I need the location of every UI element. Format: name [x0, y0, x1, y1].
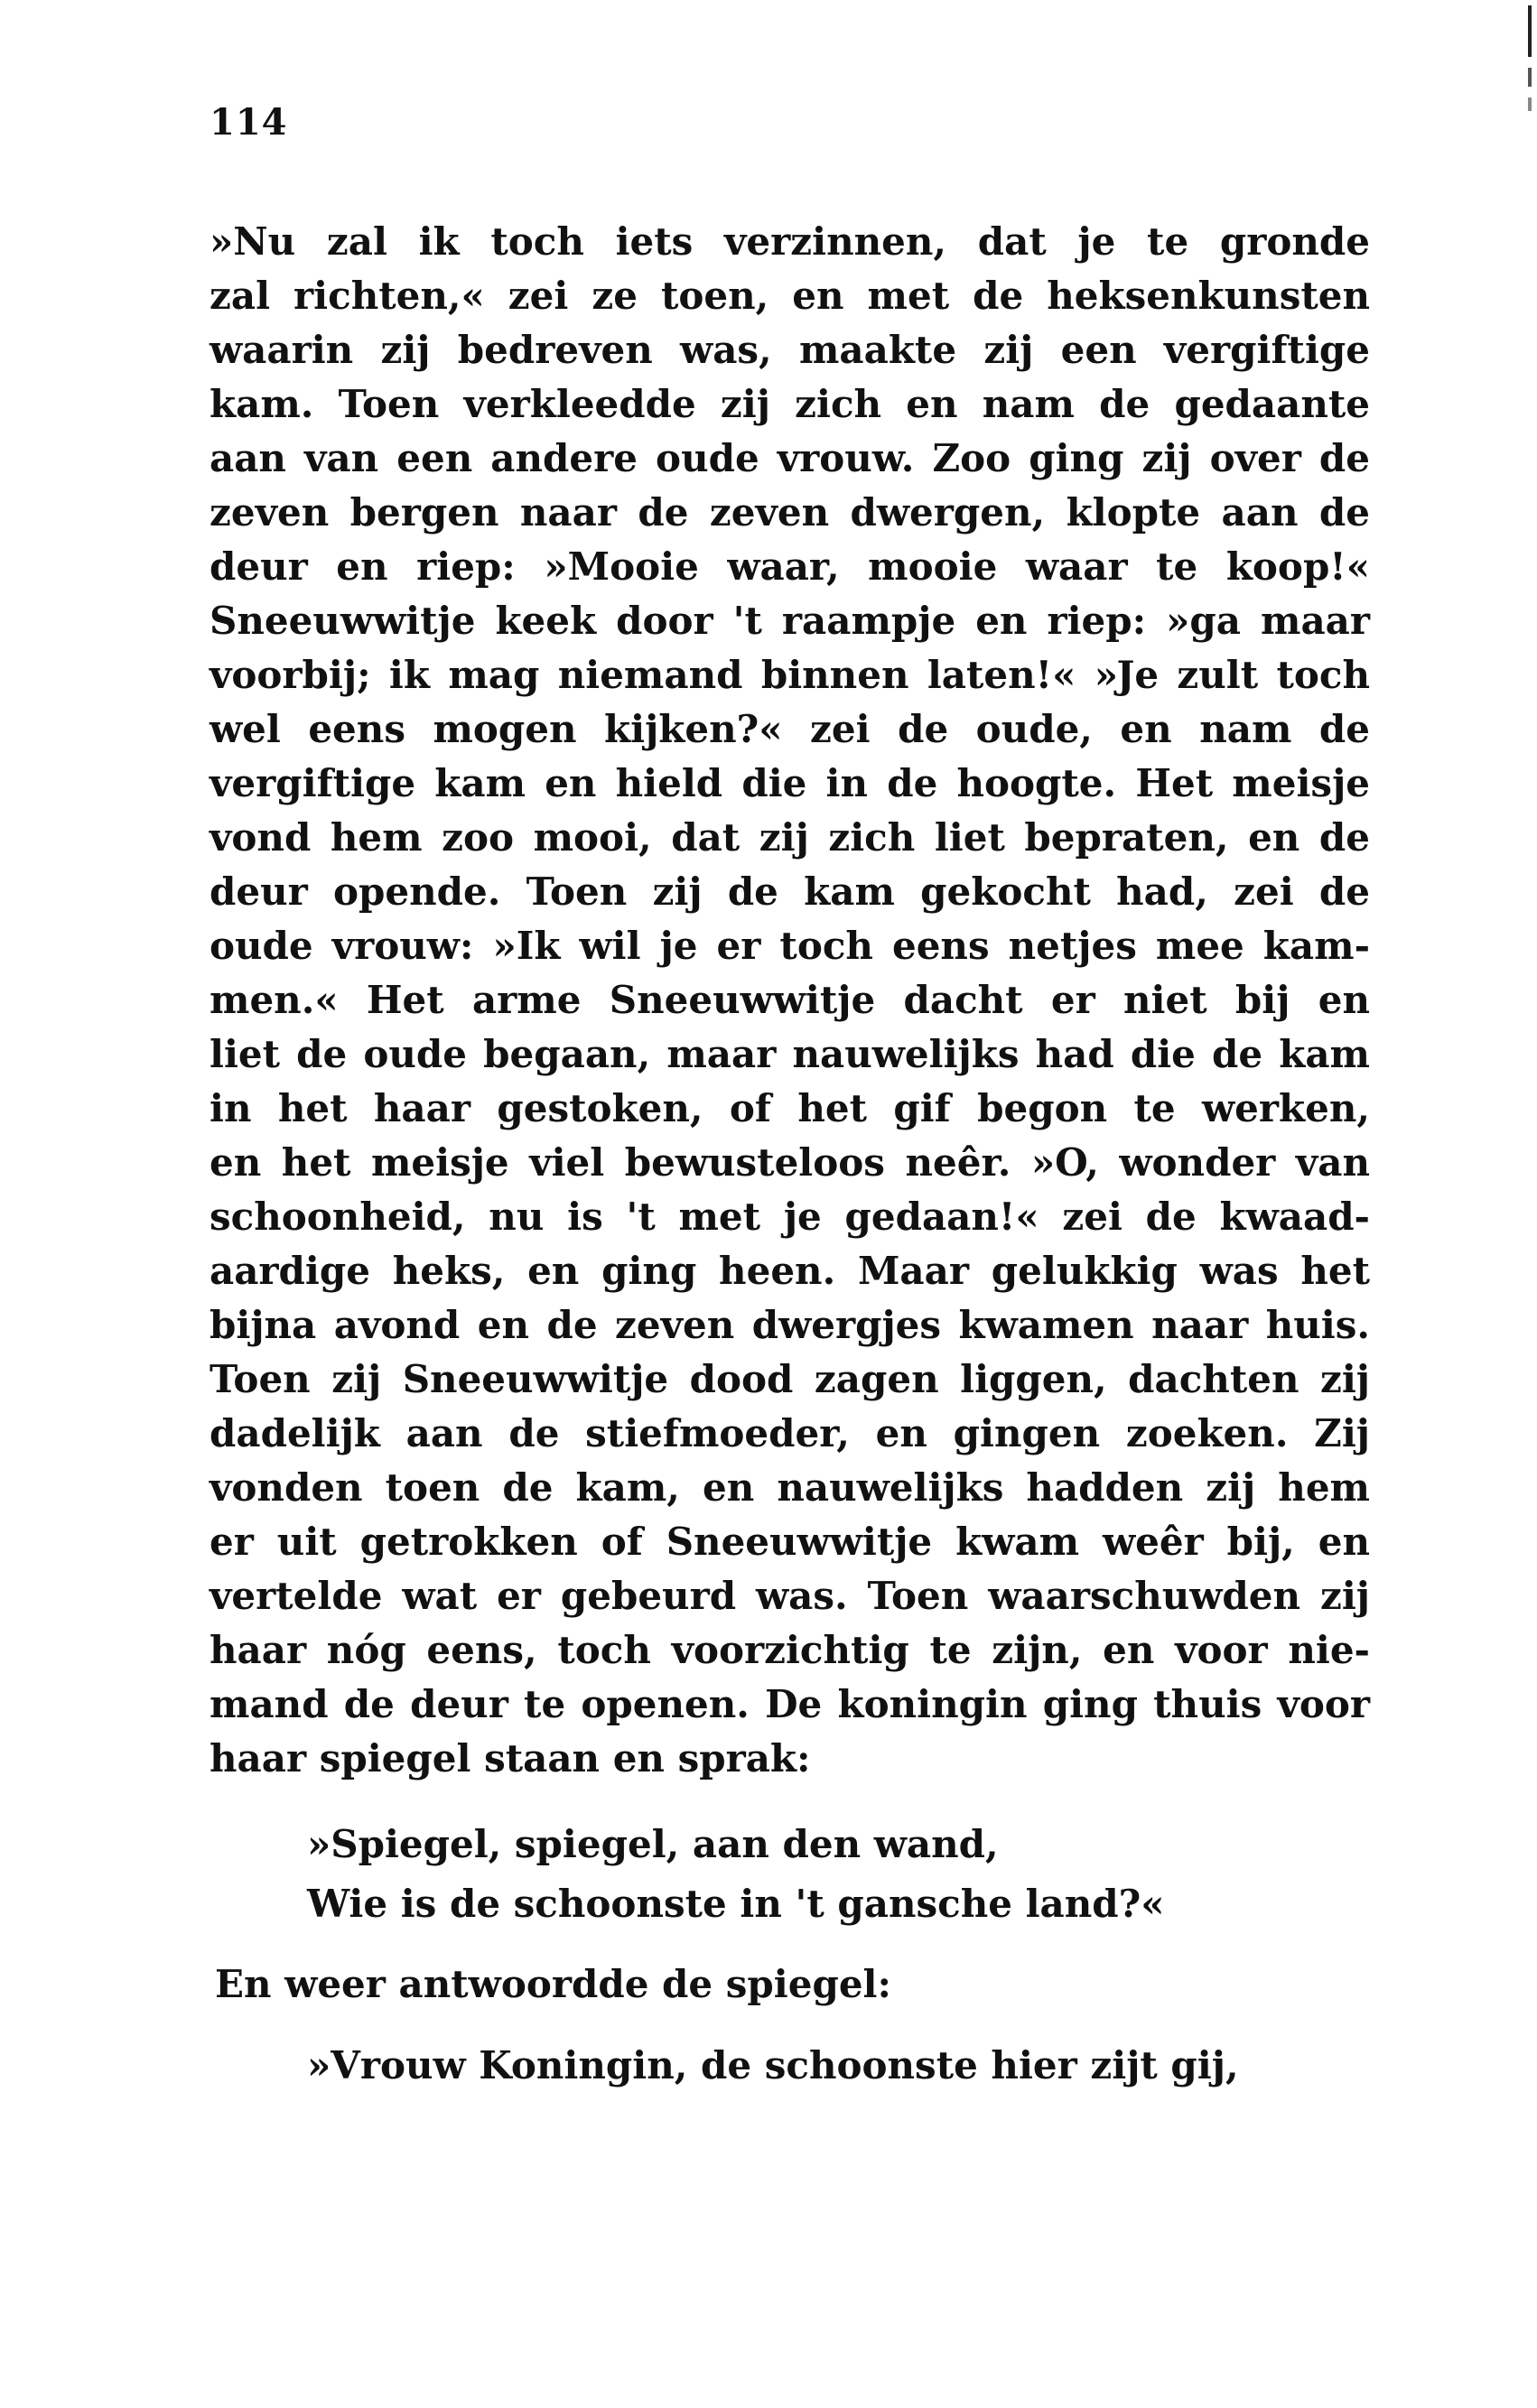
- text-line: wel eens mogen kijken?« zei de oude, en nam de: [210, 707, 1370, 751]
- text-line: vergiftige kam en hield die in de hoogte. Het meisje: [210, 761, 1370, 805]
- text-line: vonden toen de kam, en nauwelijks hadden zij hem: [210, 1465, 1370, 1510]
- verse-line: »Spiegel, spiegel, aan den wand,: [307, 1822, 999, 1866]
- text-line: aardige heks, en ging heen. Maar gelukkig was het: [210, 1249, 1370, 1293]
- text-line: vond hem zoo mooi, dat zij zich liet bepraten, en de: [210, 815, 1370, 860]
- text-line: liet de oude begaan, maar nauwelijks had die de kam: [210, 1032, 1370, 1076]
- verse-line: »Vrouw Koningin, de schoonste hier zijt gij,: [307, 2043, 1239, 2087]
- verse-line: Wie is de schoonste in 't gansche land?«: [307, 1882, 1165, 1926]
- text-line: men.« Het arme Sneeuwwitje dacht er niet bij en: [210, 978, 1370, 1022]
- verse-block: [307, 1815, 1165, 1934]
- text-line: deur en riep: »Mooie waar, mooie waar te koop!«: [210, 544, 1370, 589]
- intro-line: En weer antwoordde de spiegel:: [215, 1962, 892, 2006]
- page-edge-mark: [1528, 5, 1532, 141]
- text-line: schoonheid, nu is 't met je gedaan!« zei de kwaad-: [210, 1195, 1370, 1239]
- text-line: mand de deur te openen. De koningin ging thuis voor: [210, 1682, 1370, 1726]
- text-line: vertelde wat er gebeurd was. Toen waarschuwden zij: [210, 1574, 1370, 1618]
- text-line: kam. Toen verkleedde zij zich en nam de gedaante: [210, 382, 1370, 426]
- text-line: bijna avond en de zeven dwergjes kwamen naar huis.: [210, 1303, 1370, 1347]
- text-line: in het haar gestoken, of het gif begon te werken,: [210, 1086, 1370, 1130]
- text-line: dadelijk aan de stiefmoeder, en gingen zoeken. Zij: [210, 1411, 1370, 1455]
- text-line: oude vrouw: »Ik wil je er toch eens netjes mee kam-: [210, 924, 1370, 968]
- text-line: »Nu zal ik toch iets verzinnen, dat je te gronde: [210, 219, 1370, 264]
- text-line: waarin zij bedreven was, maakte zij een vergiftige: [210, 328, 1370, 372]
- text-line: haar nóg eens, toch voorzichtig te zijn, en voor nie-: [210, 1628, 1370, 1672]
- text-line: zeven bergen naar de zeven dwergen, klopte aan de: [210, 490, 1370, 535]
- page-number: 114: [210, 101, 288, 144]
- text-line: haar spiegel staan en sprak:: [210, 1736, 811, 1780]
- text-line: deur opende. Toen zij de kam gekocht had, zei de: [210, 869, 1370, 914]
- text-line: voorbij; ik mag niemand binnen laten!« »Je zult toch: [210, 653, 1370, 697]
- text-line: aan van een andere oude vrouw. Zoo ging zij over de: [210, 436, 1370, 480]
- text-line: zal richten,« zei ze toen, en met de heksenkunsten: [210, 274, 1370, 318]
- text-line: en het meisje viel bewusteloos neêr. »O, wonder van: [210, 1140, 1370, 1185]
- text-line: Sneeuwwitje keek door 't raampje en riep: »ga maar: [210, 599, 1370, 643]
- text-line: Toen zij Sneeuwwitje dood zagen liggen, dachten zij: [210, 1357, 1370, 1401]
- body-paragraph: [210, 215, 1370, 1786]
- text-line: er uit getrokken of Sneeuwwitje kwam weêr bij, en: [210, 1520, 1370, 1564]
